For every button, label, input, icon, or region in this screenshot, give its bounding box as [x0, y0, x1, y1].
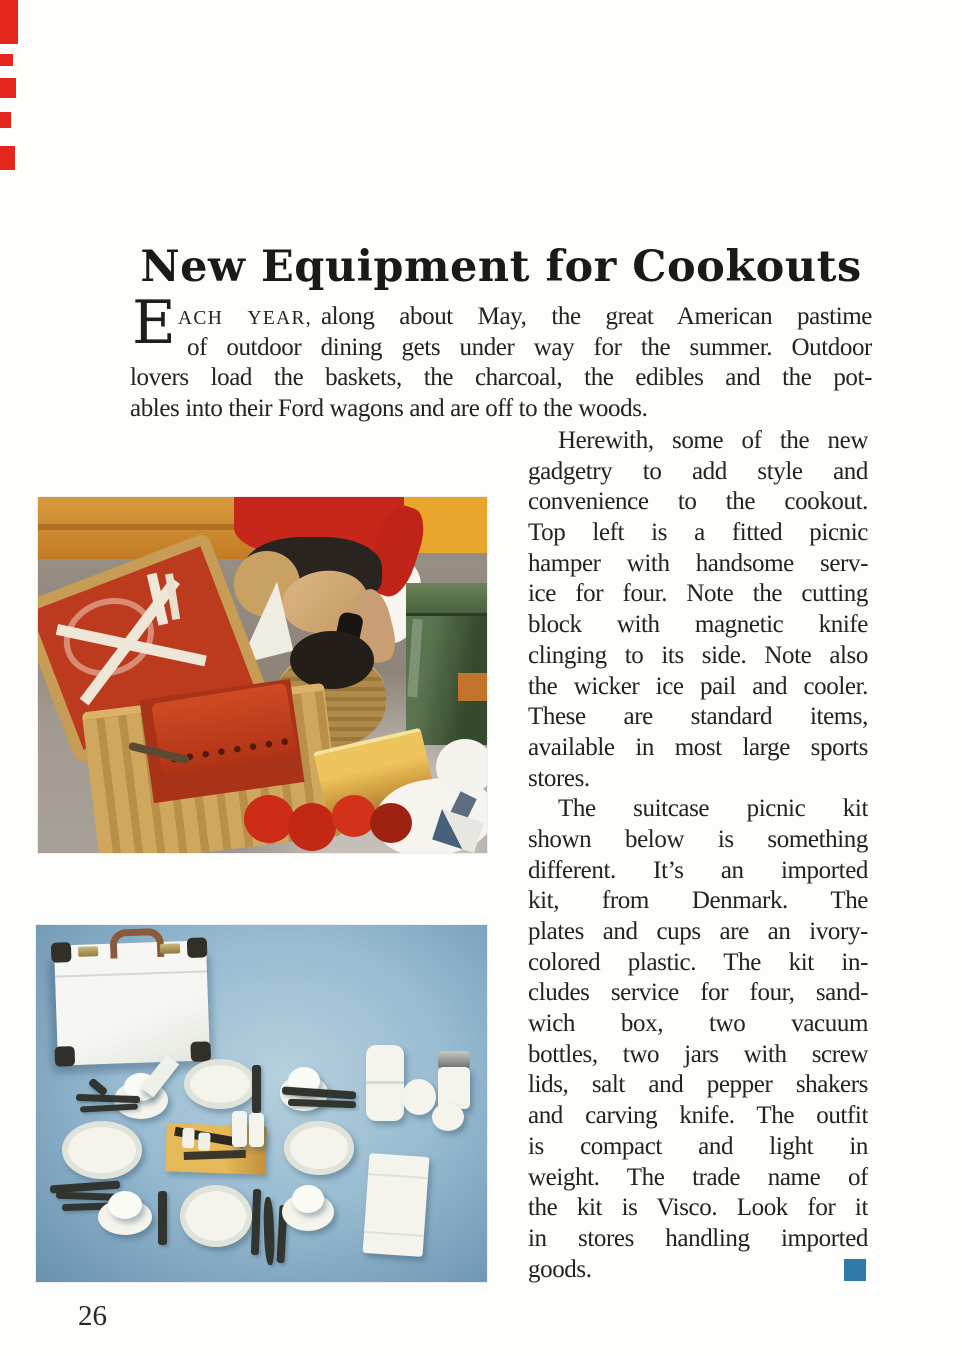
text-line: Top left is a fitted picnic	[528, 519, 868, 547]
text-line: hamper with handsome serv-	[528, 549, 868, 577]
sandwich-box-white	[363, 1153, 430, 1257]
intro-paragraph	[130, 302, 872, 425]
edge-mark	[0, 112, 11, 128]
text-line: Herewith, some of the new	[558, 427, 868, 454]
text-line: clinging to its side. Note also	[528, 641, 868, 669]
red-cup	[244, 795, 294, 843]
page-number: 26	[78, 1300, 107, 1332]
photo-shape	[290, 631, 374, 689]
vacuum-bottle-cups	[366, 1045, 404, 1121]
edge-mark	[0, 0, 18, 44]
text-run: along about May, the great American pastime	[320, 303, 872, 330]
text-line: block with magnetic knife	[528, 611, 868, 639]
paragraph-suitcase	[528, 794, 868, 1285]
photo-shape	[190, 1041, 211, 1062]
photo-shape	[251, 1189, 261, 1255]
photo-shape	[364, 1231, 424, 1237]
plate	[180, 1185, 252, 1247]
edge-mark	[0, 54, 13, 66]
text-line: and carving knife. The outfit	[528, 1102, 868, 1130]
text-line: bottles, two jars with screw	[528, 1040, 868, 1068]
photo-shape	[54, 1046, 75, 1067]
photo-shape	[198, 1132, 211, 1150]
pepper-shaker	[249, 1113, 264, 1147]
text-line: different. It’s an imported	[528, 856, 868, 884]
text-line: lids, salt and pepper shakers	[528, 1071, 868, 1099]
text-line: stores.	[528, 764, 590, 792]
text-line: kit, from Denmark. The	[528, 887, 868, 915]
text-line: is compact and light in	[528, 1132, 868, 1160]
photo-shape	[78, 946, 98, 957]
text-line	[528, 1255, 868, 1286]
photo-picnic-hamper	[38, 497, 487, 853]
plate	[62, 1121, 142, 1179]
spoon	[263, 1197, 275, 1265]
text-line: the kit is Visco. Look for it	[528, 1194, 868, 1222]
photo-shape	[76, 1094, 140, 1103]
photo-shape	[402, 1079, 436, 1115]
paragraph-lines	[528, 794, 868, 1254]
photo-suitcase-kit	[36, 925, 487, 1282]
fork	[252, 1065, 261, 1113]
photo-shape	[184, 1150, 246, 1160]
article-end-mark	[844, 1259, 866, 1281]
text-line: weight. The trade name of	[528, 1163, 868, 1191]
edge-mark	[0, 78, 16, 98]
text-line: the wicker ice pail and cooler.	[528, 672, 868, 700]
photo-shape	[368, 1173, 428, 1179]
text-line: gadgetry to add style and	[528, 457, 868, 485]
plate	[284, 1121, 354, 1175]
photo-shape	[160, 943, 180, 954]
cup	[292, 1185, 324, 1213]
fork	[158, 1191, 167, 1245]
photo-shape	[51, 942, 72, 963]
photo-shape	[182, 1128, 195, 1148]
photo-shape	[366, 1081, 404, 1084]
text-line: wich box, two vacuum	[528, 1010, 868, 1038]
text-line: These are standard items,	[528, 703, 868, 731]
plate	[184, 1059, 256, 1109]
red-cup	[332, 795, 376, 837]
edge-mark	[0, 146, 15, 170]
text-line: of outdoor dining gets under way for the summer. Outdoor	[187, 333, 872, 361]
red-cup	[288, 803, 336, 851]
photo-shape	[436, 739, 487, 795]
photo-shape	[406, 583, 487, 616]
text-line: ice for four. Note the cutting	[528, 580, 868, 608]
suitcase	[54, 940, 210, 1065]
text-line: lovers load the baskets, the charcoal, the edibles and the pot-	[130, 364, 872, 392]
photo-shape	[432, 1103, 464, 1131]
paragraph-lines	[528, 426, 868, 764]
text-line: ables into their Ford wagons and are off to the woods.	[130, 395, 648, 423]
drop-cap: E	[132, 288, 176, 358]
text-line: available in most large sports	[528, 733, 868, 761]
red-cup	[370, 803, 412, 843]
paragraph-hamper	[528, 426, 868, 794]
text-line	[130, 302, 872, 333]
suitcase-handle	[109, 928, 164, 959]
text-line: plates and cups are an ivory-	[528, 918, 868, 945]
text-line: The suitcase picnic kit	[558, 795, 868, 823]
salt-shaker	[232, 1111, 247, 1147]
text-line: convenience to the cookout.	[528, 488, 868, 516]
photo-shape	[187, 937, 208, 958]
text-line: colored plastic. The kit in-	[528, 948, 868, 976]
small-caps: ACH YEAR,	[178, 308, 312, 329]
body-column	[528, 426, 868, 1285]
cup	[108, 1191, 142, 1219]
page-title: New Equipment for Cookouts	[140, 241, 862, 292]
photo-shape	[55, 970, 207, 977]
text-line: in stores handling imported	[528, 1224, 868, 1252]
text-line: cludes service for four, sand-	[528, 979, 868, 1007]
text-line: shown below is something	[528, 825, 868, 853]
photo-shape	[458, 673, 487, 701]
text-run: goods.	[528, 1255, 592, 1283]
